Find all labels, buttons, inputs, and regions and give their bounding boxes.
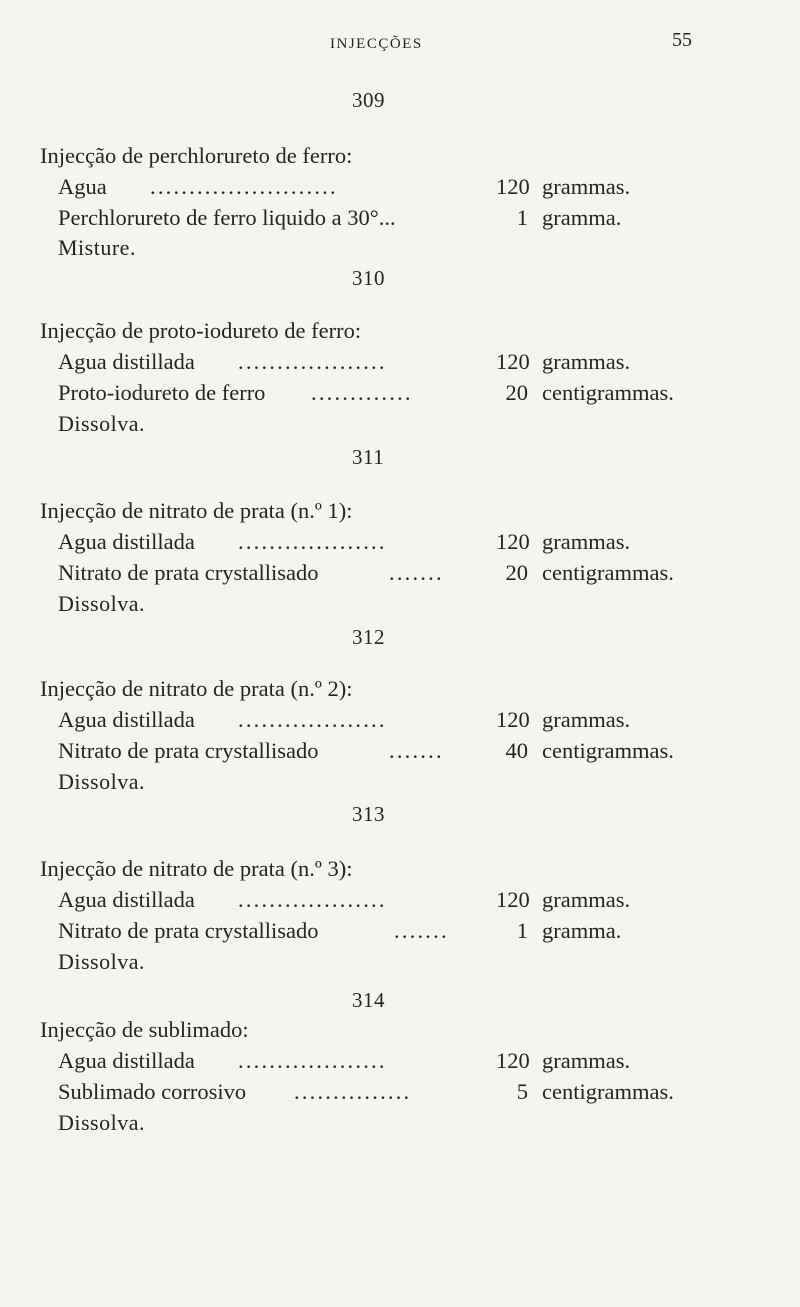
leader-dots: ........................ xyxy=(150,174,338,199)
instruction: Dissolva. xyxy=(58,949,145,974)
ingredient-name: Agua xyxy=(58,174,107,199)
ingredient-quantity: 1 xyxy=(516,205,528,230)
ingredient-unit: grammas. xyxy=(542,174,631,199)
ingredient-unit: gramma. xyxy=(542,918,622,943)
ingredient-quantity: 120 xyxy=(496,1048,530,1073)
running-head: INJECÇÕES xyxy=(330,36,423,52)
ingredient-name: Agua distillada xyxy=(58,529,195,554)
formula-number: 312 xyxy=(352,625,385,649)
ingredient-row xyxy=(58,349,800,379)
leader-dots: ............. xyxy=(311,380,413,405)
formula-title: Injecção de nitrato de prata (n.º 3): xyxy=(40,856,353,881)
ingredient-unit: centigrammas. xyxy=(542,560,674,585)
ingredient-name: Nitrato de prata crystallisado xyxy=(58,738,319,763)
ingredient-unit: grammas. xyxy=(542,529,631,554)
instruction: Dissolva. xyxy=(58,411,145,436)
ingredient-name: Proto-iodureto de ferro xyxy=(58,380,266,405)
leader-dots: ............... xyxy=(294,1079,412,1104)
ingredient-unit: centigrammas. xyxy=(542,380,674,405)
ingredient-quantity: 40 xyxy=(505,738,528,763)
formula-title: Injecção de nitrato de prata (n.º 2): xyxy=(40,676,353,701)
ingredient-unit: grammas. xyxy=(542,707,631,732)
ingredient-row xyxy=(58,1048,800,1078)
ingredient-name: Agua distillada xyxy=(58,887,195,912)
ingredient-quantity: 1 xyxy=(516,918,528,943)
ingredient-name: Agua distillada xyxy=(58,707,195,732)
leader-dots: ................... xyxy=(238,707,387,732)
formula-title: Injecção de nitrato de prata (n.º 1): xyxy=(40,498,353,523)
ingredient-name: Nitrato de prata crystallisado xyxy=(58,560,319,585)
ingredient-row xyxy=(58,560,800,590)
ingredient-quantity: 20 xyxy=(505,380,528,405)
formula-title: Injecção de proto-iodureto de ferro: xyxy=(40,318,362,343)
ingredient-name: Nitrato de prata crystallisado xyxy=(58,918,319,943)
ingredient-unit: grammas. xyxy=(542,887,631,912)
ingredient-row xyxy=(58,738,800,768)
leader-dots: ....... xyxy=(389,738,444,763)
instruction: Dissolva. xyxy=(58,591,145,616)
instruction: Misture. xyxy=(58,235,136,260)
formula-number: 311 xyxy=(352,445,385,469)
formula-number: 313 xyxy=(352,802,385,826)
leader-dots: ................... xyxy=(238,1048,387,1073)
ingredient-row xyxy=(58,205,800,235)
ingredient-row xyxy=(58,918,800,948)
leader-dots: ................... xyxy=(238,529,387,554)
leader-dots: ....... xyxy=(389,560,444,585)
ingredient-quantity: 120 xyxy=(496,707,530,732)
ingredient-unit: centigrammas. xyxy=(542,1079,674,1104)
instruction: Dissolva. xyxy=(58,769,145,794)
ingredient-unit: centigrammas. xyxy=(542,738,674,763)
ingredient-quantity: 20 xyxy=(505,560,528,585)
formula-number: 310 xyxy=(352,266,385,290)
ingredient-quantity: 120 xyxy=(496,887,530,912)
ingredient-name: Perchlorureto de ferro liquido a 30°... xyxy=(58,205,396,230)
formula-title: Injecção de perchlorureto de ferro: xyxy=(40,143,353,168)
ingredient-name: Agua distillada xyxy=(58,1048,195,1073)
ingredient-row xyxy=(58,380,800,410)
ingredient-quantity: 120 xyxy=(496,349,530,374)
page-number: 55 xyxy=(672,29,692,51)
leader-dots: ....... xyxy=(394,918,449,943)
formula-number: 309 xyxy=(352,88,385,112)
ingredient-row xyxy=(58,174,800,204)
ingredient-unit: grammas. xyxy=(542,1048,631,1073)
ingredient-quantity: 120 xyxy=(496,529,530,554)
ingredient-quantity: 120 xyxy=(496,174,530,199)
formula-number: 314 xyxy=(352,988,385,1012)
ingredient-row xyxy=(58,529,800,559)
instruction: Dissolva. xyxy=(58,1110,145,1135)
formula-title: Injecção de sublimado: xyxy=(40,1017,249,1042)
ingredient-name: Agua distillada xyxy=(58,349,195,374)
ingredient-name: Sublimado corrosivo xyxy=(58,1079,247,1104)
ingredient-row xyxy=(58,707,800,737)
ingredient-row xyxy=(58,1079,800,1109)
leader-dots: ................... xyxy=(238,349,387,374)
ingredient-quantity: 5 xyxy=(516,1079,528,1104)
ingredient-unit: gramma. xyxy=(542,205,622,230)
ingredient-unit: grammas. xyxy=(542,349,631,374)
ingredient-row xyxy=(58,887,800,917)
leader-dots: ................... xyxy=(238,887,387,912)
